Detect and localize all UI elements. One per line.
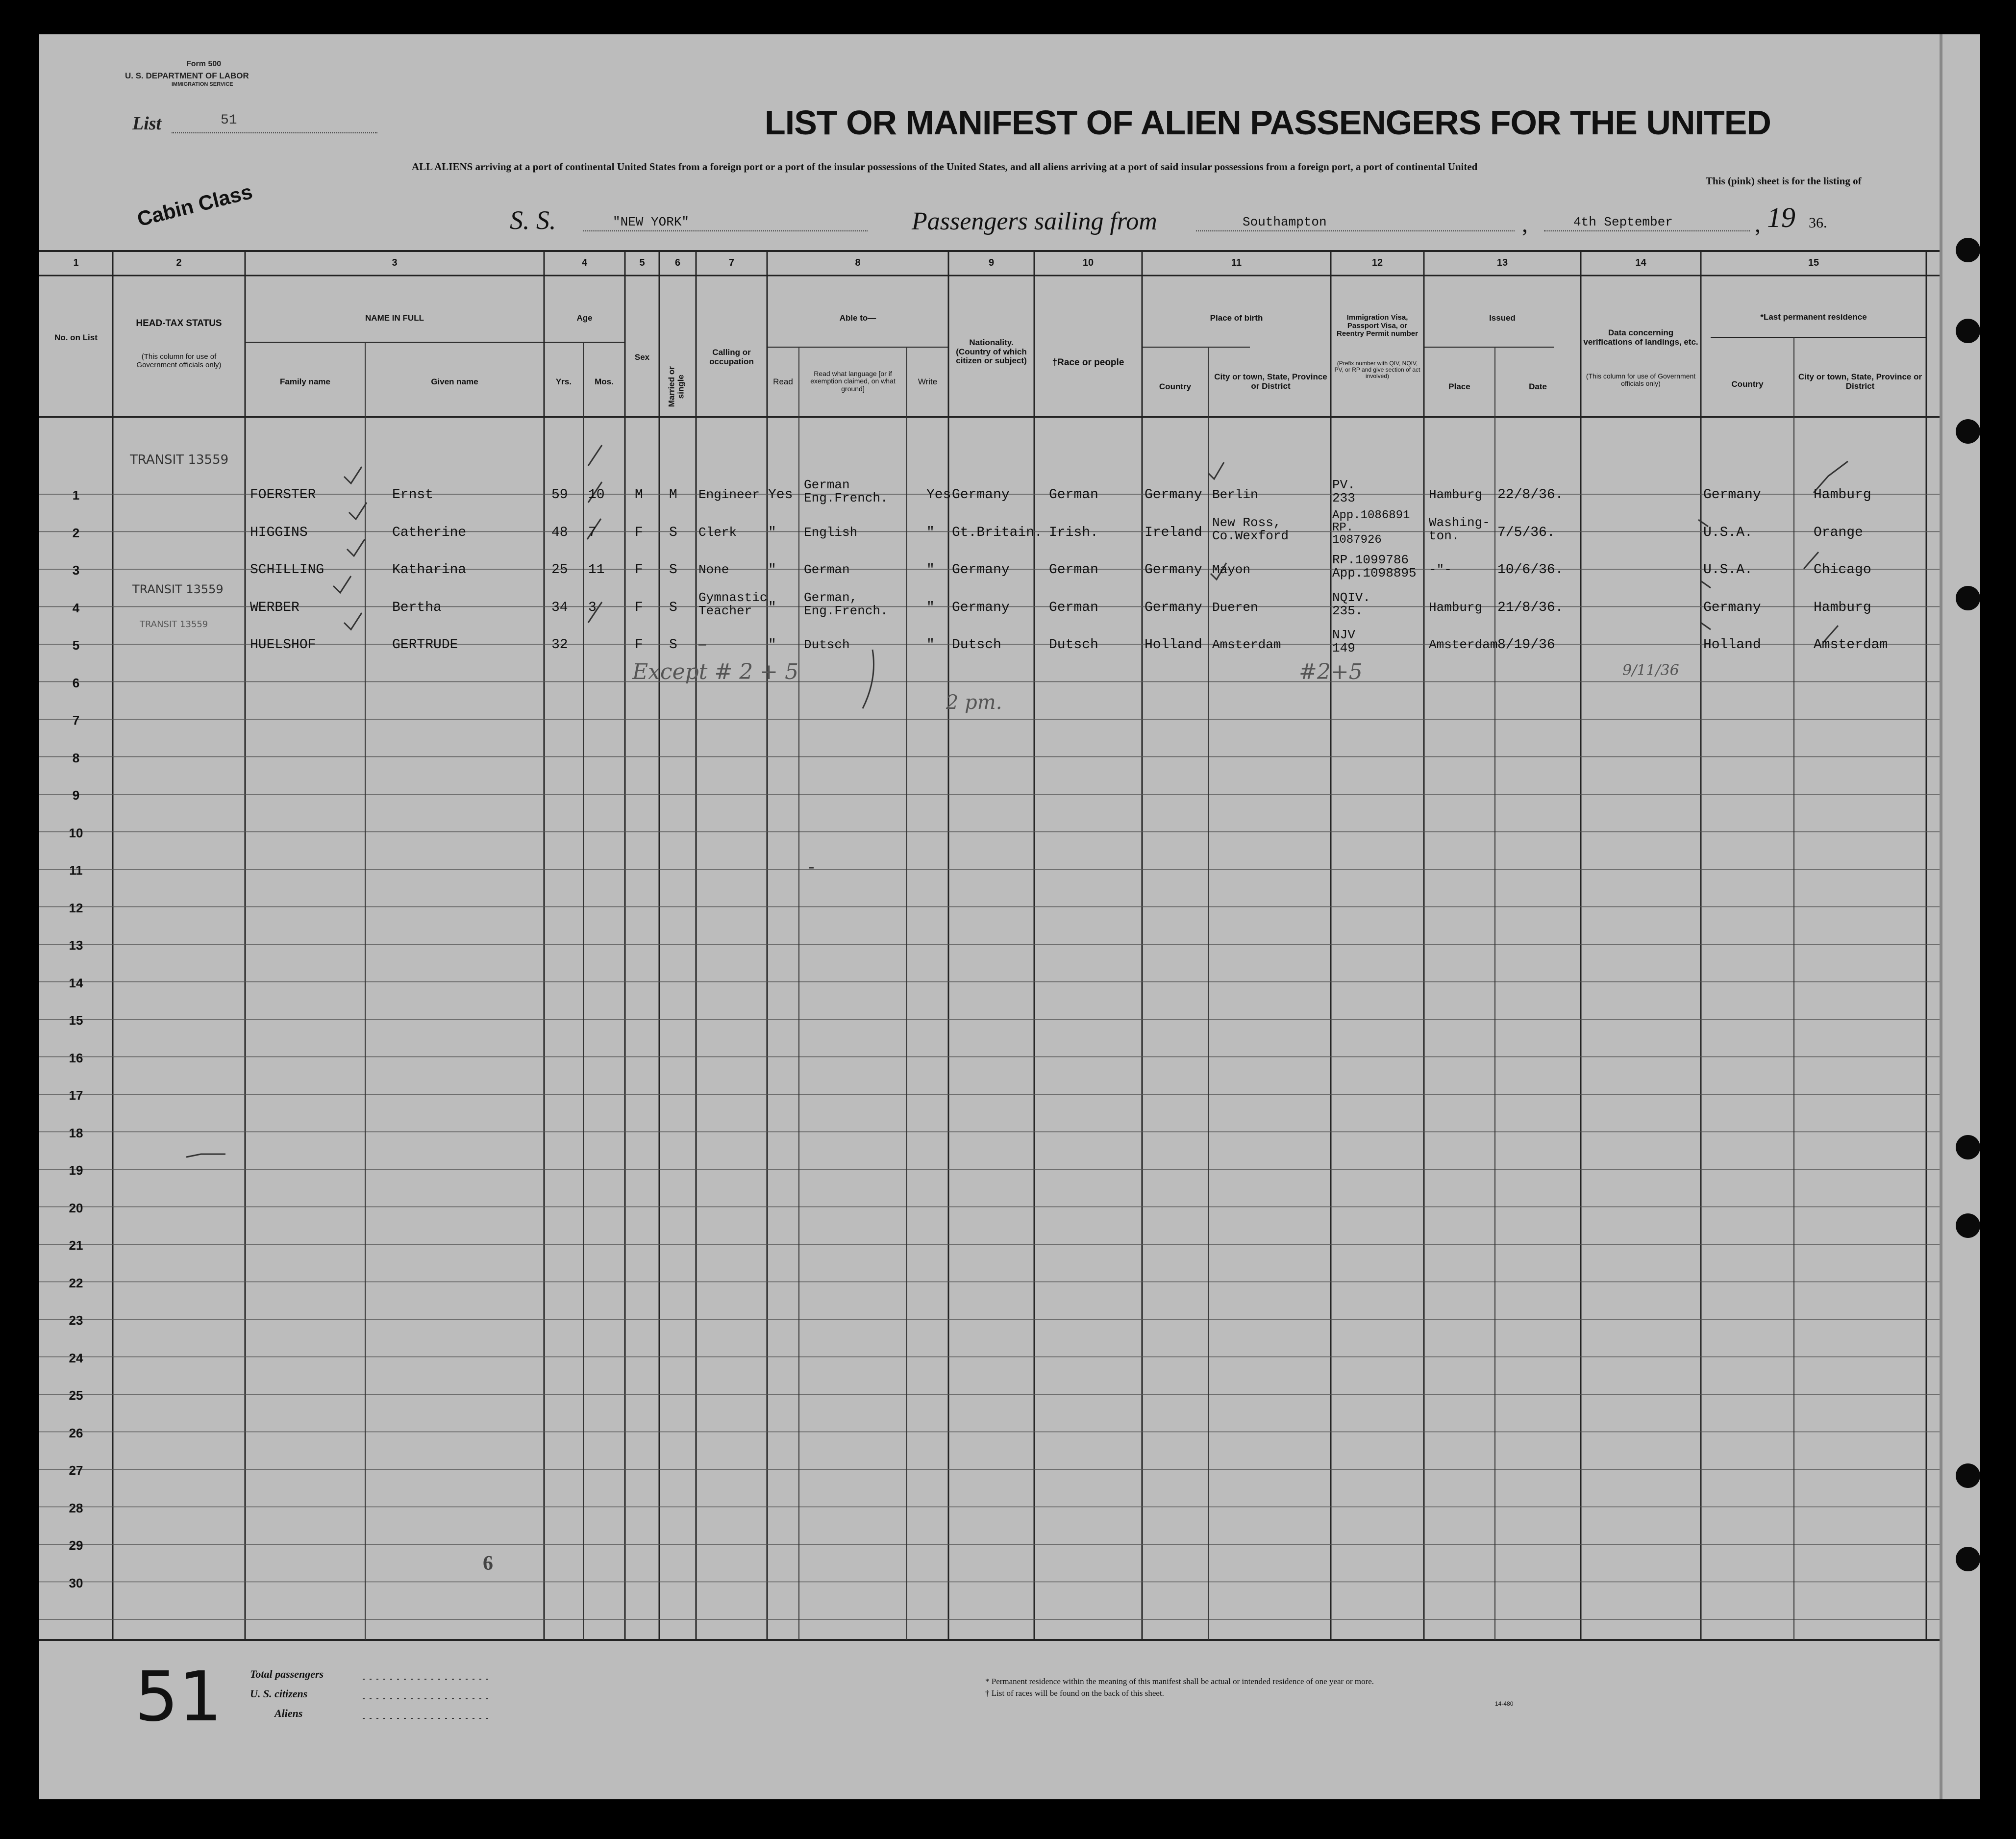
cell-res-country: Holland — [1703, 637, 1761, 653]
cell-visa: NQIV. 235. — [1332, 590, 1371, 618]
hdr-able-to: Able to— — [839, 313, 876, 323]
ss-label: S. S. — [510, 205, 556, 235]
cell-res-city: Chicago — [1814, 562, 1871, 578]
col-num-4: 4 — [581, 257, 588, 268]
cell-res-city: Hamburg — [1814, 600, 1871, 615]
cell-marital: S — [669, 525, 677, 540]
row-number: 21 — [69, 1238, 83, 1253]
transit-note-1: TRANSIT 13559 — [130, 453, 229, 467]
cell-language: English — [804, 525, 858, 540]
cell-issued-date: 21/8/36. — [1497, 600, 1564, 615]
row6-note-2-5: #2+5 — [1299, 659, 1363, 684]
row-number: 3 — [72, 563, 80, 578]
cell-read: Yes — [768, 487, 793, 503]
cell-sex: F — [635, 600, 643, 615]
row-number: 12 — [69, 900, 83, 915]
cell-write: " — [926, 562, 935, 578]
binder-hole — [1956, 1547, 1980, 1571]
cell-res-city: Orange — [1814, 525, 1863, 540]
row-number: 24 — [69, 1350, 83, 1365]
col-num-7: 7 — [728, 257, 735, 268]
footer-us-label: U. S. citizens — [250, 1688, 308, 1700]
col-num-5: 5 — [639, 257, 645, 268]
row-number: 1 — [72, 488, 80, 503]
footer-aliens-label: Aliens — [274, 1707, 303, 1719]
binder-hole — [1956, 1463, 1980, 1488]
cell-marital: S — [669, 600, 677, 615]
cell-issued-date: 10/6/36. — [1497, 562, 1564, 578]
hdr-nationality: Nationality. (Country of which citizen or subject) — [956, 338, 1027, 366]
cell-race: German — [1049, 600, 1098, 615]
row-number: 30 — [69, 1575, 83, 1590]
hdr-issued: Issued — [1489, 313, 1516, 323]
manifest-title: LIST OR MANIFEST OF ALIEN PASSENGERS FOR THE UNITED — [765, 103, 1771, 142]
cell-nationality: Germany — [952, 487, 1010, 503]
row-number: 10 — [69, 825, 83, 840]
cell-yrs: 48 — [551, 525, 568, 540]
cell-given: Katharina — [392, 562, 467, 578]
row-number: 13 — [69, 938, 83, 953]
cell-yrs: 32 — [551, 637, 568, 653]
row29-mark: 6 — [483, 1552, 493, 1575]
col-num-1: 1 — [73, 257, 79, 268]
cell-birth-country: Ireland — [1145, 525, 1202, 540]
cell-visa: App.1086891 RP. 1087926 — [1332, 508, 1410, 547]
cell-birth-country: Germany — [1145, 600, 1202, 615]
cell-mos: 7 — [588, 525, 597, 540]
port-name: Southampton — [1243, 215, 1327, 229]
cell-issued-date: 8/19/36 — [1497, 637, 1555, 653]
hdr-head-tax-note: (This column for use of Government officials only) — [136, 353, 222, 369]
cell-occupation: None — [698, 562, 729, 577]
cell-mos: 10 — [588, 487, 605, 503]
col-num-10: 10 — [1082, 257, 1094, 268]
hdr-landing: Data concerning verifications of landings, etc. — [1583, 328, 1698, 347]
margin-number: 51 — [135, 1657, 223, 1737]
cell-yrs: 34 — [551, 600, 568, 615]
cell-given: Ernst — [392, 487, 434, 503]
transit-note-5: TRANSIT 13559 — [140, 619, 208, 630]
col-num-14: 14 — [1635, 257, 1646, 268]
cell-birth-country: Germany — [1145, 562, 1202, 578]
col-num-6: 6 — [674, 257, 681, 268]
form-number: Form 500 — [186, 60, 222, 68]
cell-family: SCHILLING — [250, 562, 324, 578]
hdr-age: Age — [576, 313, 593, 323]
cell-mos: 11 — [588, 562, 605, 578]
cell-res-country: Germany — [1703, 600, 1761, 615]
binder-hole — [1956, 419, 1980, 444]
cell-language: German, Eng.French. — [804, 590, 888, 618]
row-number: 8 — [72, 750, 80, 765]
cell-given: Bertha — [392, 600, 442, 615]
manifest-grid — [39, 34, 1980, 1799]
row-number: 16 — [69, 1050, 83, 1065]
cell-res-country: Germany — [1703, 487, 1761, 503]
cell-birth-country: Holland — [1145, 637, 1202, 653]
cell-issued-date: 22/8/36. — [1497, 487, 1564, 503]
cell-write: Yes — [926, 487, 951, 503]
hdr-city: City or town, State, Province or District — [1214, 372, 1327, 391]
cell-birth-city: Mayon — [1212, 562, 1251, 577]
cell-write: " — [926, 637, 935, 653]
hdr-read: Read — [773, 377, 793, 386]
cell-read: " — [768, 637, 776, 653]
row-number: 22 — [69, 1275, 83, 1290]
footer-note-2: † List of races will be found on the back of this sheet. — [985, 1688, 1164, 1698]
col-num-9: 9 — [988, 257, 995, 268]
cell-res-city: Amsterdam — [1814, 637, 1888, 653]
cell-race: German — [1049, 487, 1098, 503]
cell-nationality: Dutsch — [952, 637, 1001, 653]
hdr-married: Married or single — [667, 366, 685, 407]
row6-note-except: Except # 2 + 5 — [632, 659, 799, 684]
cell-race: Dutsch — [1049, 637, 1098, 653]
row-number: 17 — [69, 1088, 83, 1103]
cell-marital: M — [669, 487, 677, 503]
year-prefix: 19 — [1767, 202, 1795, 233]
hdr-family-name: Family name — [280, 377, 330, 386]
cell-marital: S — [669, 637, 677, 653]
col-num-2: 2 — [176, 257, 182, 268]
sailing-label: Passengers sailing from — [912, 207, 1157, 235]
cell-occupation: — — [698, 637, 706, 652]
row-number: 25 — [69, 1388, 83, 1403]
second-pm-note: 2 pm. — [946, 691, 1002, 714]
cell-issued-place: Hamburg — [1429, 600, 1483, 615]
ship-name: "NEW YORK" — [613, 215, 690, 229]
service: IMMIGRATION SERVICE — [172, 81, 233, 87]
year: 36. — [1809, 215, 1827, 231]
cell-sex: F — [635, 525, 643, 540]
hdr-no-on-list: No. on List — [54, 333, 98, 342]
row-number: 11 — [69, 863, 83, 878]
sailing-date: 4th September — [1573, 215, 1673, 229]
cell-family: HUELSHOF — [250, 637, 316, 653]
cell-res-country: U.S.A. — [1703, 562, 1753, 578]
department: U. S. DEPARTMENT OF LABOR — [125, 71, 249, 80]
cell-issued-place: -"- — [1429, 562, 1452, 577]
row-number: 2 — [72, 525, 80, 540]
hdr-place: Place — [1448, 382, 1470, 391]
list-number: 51 — [221, 113, 237, 128]
col-num-3: 3 — [392, 257, 398, 268]
hdr-date: Date — [1529, 382, 1547, 391]
cell-birth-city: Dueren — [1212, 600, 1258, 615]
cell-sex: F — [635, 637, 643, 653]
cell-issued-place: Hamburg — [1429, 487, 1483, 502]
row-number: 19 — [69, 1163, 83, 1178]
row-number: 28 — [69, 1500, 83, 1515]
cabin-class-stamp: Cabin Class — [135, 179, 255, 231]
row-number: 29 — [69, 1538, 83, 1553]
row-number: 20 — [69, 1200, 83, 1215]
row-number: 5 — [72, 638, 80, 653]
hdr-given-name: Given name — [431, 377, 478, 386]
footer-form-code: 14-480 — [1495, 1700, 1514, 1707]
hdr-sex: Sex — [634, 353, 650, 362]
row-number: 6 — [72, 675, 80, 690]
cell-language: German Eng.French. — [804, 478, 888, 506]
row-number: 14 — [69, 975, 83, 990]
hdr-last-residence: *Last permanent residence — [1760, 312, 1867, 322]
hdr-res-country: Country — [1731, 379, 1764, 389]
cell-yrs: 25 — [551, 562, 568, 578]
cell-visa: RP.1099786 App.1098895 — [1332, 553, 1417, 581]
col-num-11: 11 — [1231, 257, 1242, 268]
cell-read: " — [768, 562, 776, 578]
cell-write: " — [926, 525, 935, 540]
row-number: 23 — [69, 1313, 83, 1328]
cell-given: GERTRUDE — [392, 637, 458, 653]
cell-occupation: Engineer — [698, 487, 760, 502]
cell-read: " — [768, 525, 776, 540]
cell-family: HIGGINS — [250, 525, 308, 540]
cell-language: German — [804, 562, 850, 577]
cell-yrs: 59 — [551, 487, 568, 503]
hdr-name-in-full: NAME IN FULL — [365, 313, 424, 323]
footer-note-1: * Permanent residence within the meaning of this manifest shall be actual or intended residence of one year or more. — [985, 1677, 1374, 1686]
cell-race: Irish. — [1049, 525, 1098, 540]
cell-nationality: Gt.Britain. — [952, 525, 1043, 540]
binder-hole — [1956, 1213, 1980, 1238]
cell-occupation: Clerk — [698, 525, 737, 540]
cell-visa: PV. 233 — [1332, 478, 1355, 506]
cell-write: " — [926, 600, 935, 615]
hdr-place-of-birth: Place of birth — [1210, 313, 1263, 323]
cell-nationality: Germany — [952, 600, 1010, 615]
hdr-res-city: City or town, State, Province or District — [1798, 372, 1922, 391]
hdr-mos: Mos. — [595, 377, 614, 386]
row-number: 4 — [72, 600, 80, 615]
manifest-sheet: Form 500 U. S. DEPARTMENT OF LABOR IMMIGRATION SERVICE List 51 Cabin Class LIST OR MANIFEST OF ALIEN PASSENGERS FOR THE UNITED ALL ALIENS arriving at a port of continental United States from a foreign port or a port of the insular possessions of the United States, and all aliens arriving at a port of said insular possessions from a foreign port, a port of continental United This (pink) sheet is for the listing of S. S. "NEW YORK" Passengers sailing from Southampton , 4th September , 19 36. 1 2 3 4 5 6 7 8 9 10 11 12 13 14 15 No. on List HEAD-TAX STATUS (This column for use of Government officials only) NAME IN FULL Family name Given name Age Yrs. Mos. Sex Married or single Calling or occupation Able to— Read Read what language [or if exemption claimed, on what ground] Write Nationality. (Country of which citizen or subject) †Race or people Place of birth Country City or town, State, Province or District Immigration Visa, Passport Visa, or Reentry Permit number (Prefix number with QIV, NQIV, PV, or RP and give section of act involved) Issued Place Date Data concerning verifications of landings, etc. (This column for use of Government officials only) *Last permanent residence Country City or town, State, Province or District 1 2 3 4 5 6 7 8 9 10 11 12 13 14 15 16 17 18 19 20 21 22 23 24 25 26 27 28 29 30 FOERSTER Ernst 59 10 M M Engineer Yes German Eng.French. Yes Germany German Germany Berlin PV. 233 Hamburg 22/8/36. Germany Hamburg HIGGINS Catherine 48 7 F S Clerk " English " Gt.Britain. Irish. Ireland New Ross, Co.Wexford App.1086891 RP. 1087926 Washing- ton. 7/5/36. U.S.A. Orange SCHILLING Katharina 25 11 F S None " German " Germany German Germany Mayon RP.1099786 App.1098895 -"- 10/6/36. U.S.A. Chicago WERBER Bertha 34 3 F S Gymnastic Teacher " German, Eng.French. " Germany German Germany Dueren NQIV. 235. Hamburg 21/8/36. Germany Hamburg HUELSHOF GERTRUDE 32 F S — " Dutsch " Dutsch Dutsch Holland Amsterdam NJV 149 Amsterdam 8/19/36 Holland Amsterdam TRANSIT 13559 TRANSIT 13559 TRANSIT 13559 Except # 2 + 5 #2+5 9/11/36 2 pm. 6 51 Total passengers U. S. citizens Aliens * Permanent residence within the meaning of this manifest shall be actual or intended residence of one year or more. † List of races will be found on the back of this sheet. 14-480 — [39, 34, 1980, 1799]
cell-issued-place: Amsterdam — [1429, 637, 1498, 652]
cell-marital: S — [669, 562, 677, 578]
hdr-race: †Race or people — [1052, 357, 1124, 368]
hdr-country: Country — [1159, 382, 1192, 391]
list-label: List — [132, 113, 162, 134]
cell-language: Dutsch — [804, 637, 850, 652]
cell-res-city: Hamburg — [1814, 487, 1871, 503]
cell-visa: NJV 149 — [1332, 628, 1355, 656]
cell-birth-country: Germany — [1145, 487, 1202, 503]
manifest-subtitle-2: This (pink) sheet is for the listing of — [1706, 175, 1862, 187]
hdr-head-tax: HEAD-TAX STATUS — [136, 318, 222, 328]
cell-family: FOERSTER — [250, 487, 316, 503]
cell-birth-city: Berlin — [1212, 487, 1258, 502]
binder-hole — [1956, 586, 1980, 610]
cell-family: WERBER — [250, 600, 299, 615]
row6-date: 9/11/36 — [1622, 662, 1679, 679]
cell-read: " — [768, 600, 776, 615]
hdr-landing-note: (This column for use of Government officials only) — [1586, 372, 1696, 388]
cell-nationality: Germany — [952, 562, 1010, 578]
binder-hole — [1956, 238, 1980, 262]
footer-total-label: Total passengers — [250, 1668, 324, 1680]
hdr-write: Write — [918, 377, 938, 386]
row-number: 15 — [69, 1013, 83, 1028]
cell-sex: F — [635, 562, 643, 578]
hdr-read-language: Read what language [or if exemption claimed, on what ground] — [810, 370, 896, 393]
row-number: 27 — [69, 1463, 83, 1478]
hdr-visa: Immigration Visa, Passport Visa, or Reentry Permit number — [1337, 313, 1418, 338]
hdr-yrs: Yrs. — [555, 377, 572, 386]
manifest-subtitle: ALL ALIENS arriving at a port of continental United States from a foreign port or a port of the insular possessions of the United States, and all aliens arriving at a port of said insular possessions from a foreign port, a port of continental United — [412, 161, 1478, 173]
binder-hole — [1956, 319, 1980, 343]
col-num-13: 13 — [1496, 257, 1508, 268]
cell-given: Catherine — [392, 525, 467, 540]
row-number: 7 — [72, 713, 80, 728]
cell-res-country: U.S.A. — [1703, 525, 1753, 540]
col-num-15: 15 — [1808, 257, 1819, 268]
cell-birth-city: New Ross, Co.Wexford — [1212, 515, 1289, 543]
cell-issued-date: 7/5/36. — [1497, 525, 1555, 540]
cell-occupation: Gymnastic Teacher — [698, 590, 768, 618]
col-num-12: 12 — [1371, 257, 1383, 268]
cell-mos: 3 — [588, 600, 597, 615]
cell-race: German — [1049, 562, 1098, 578]
binder-hole — [1956, 1135, 1980, 1159]
hdr-visa-note: (Prefix number with QIV, NQIV, PV, or RP and give section of act involved) — [1334, 360, 1420, 380]
cell-birth-city: Amsterdam — [1212, 637, 1281, 652]
cell-issued-place: Washing- ton. — [1429, 515, 1490, 543]
row-number: 26 — [69, 1425, 83, 1440]
transit-note-4: TRANSIT 13559 — [132, 582, 224, 596]
col-num-8: 8 — [855, 257, 861, 268]
hdr-calling: Calling or occupation — [709, 348, 754, 366]
row-number: 18 — [69, 1125, 83, 1140]
cell-sex: M — [635, 487, 643, 503]
row-number: 9 — [72, 788, 80, 803]
